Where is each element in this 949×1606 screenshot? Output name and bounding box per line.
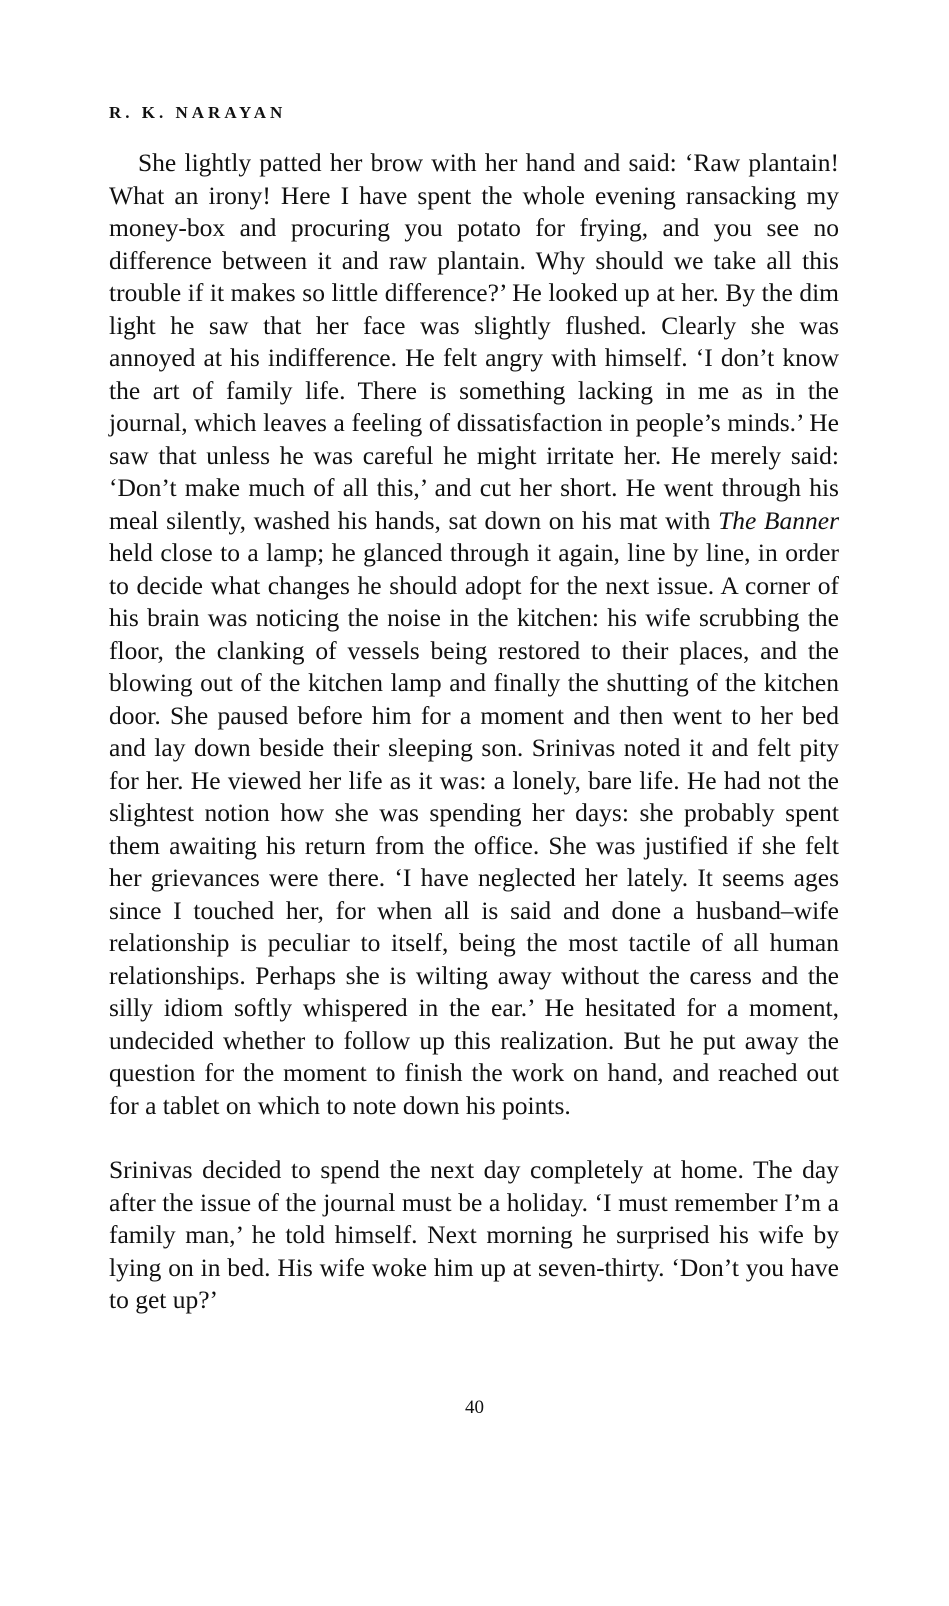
paragraph-1 xyxy=(109,147,839,1122)
journal-title: The Banner xyxy=(718,505,839,535)
running-head: R. K. NARAYAN xyxy=(109,103,287,122)
paragraph-2: Srinivas decided to spend the next day completely at home. The day after the issue of the journal must be a holiday. ‘I must remember I’m a family man,’ he told himself. Next morning he surprised his wife by lying on in bed. His wife woke him up at seven-thirty. ‘Don’t you have to get up?’ xyxy=(109,1155,839,1314)
paragraph-1-before: She lightly patted her brow with her hand and said: ‘Raw plantain! What an irony! Here I have spent the whole evening ransacking my money-box and procuring you potato for frying, and you see no difference between it and raw plantain. Why should we take all this trouble if it makes so little difference?’ He looked up at her. By the dim light he saw that her face was slightly flushed. Clearly she was annoyed at his indifference. He felt angry with himself. ‘I don’t know the art of family life. There is something lacking in me as in the journal, which leaves a feeling of dissatisfaction in people’s minds.’ He saw that unless he was careful he might irritate her. He merely said: ‘Don’t make much of all this,’ and cut her short. He went through his meal silently, washed his hands, sat down on his mat with xyxy=(109,148,839,535)
page-number: 40 xyxy=(465,1397,484,1418)
body-text xyxy=(109,147,839,1317)
paragraph-1-after: held close to a lamp; he glanced through it again, line by line, in order to decide what changes he should adopt for the next issue. A corner of his brain was noticing the noise in the kitchen: his wife scrubbing the floor, the clanking of vessels being restored to their places, and the blowing out of the kitchen lamp and finally the shutting of the kitchen door. She paused before him for a moment and then went to her bed and lay down beside their sleeping son. Srinivas noted it and felt pity for her. He viewed her life as it was: a lonely, bare life. He had not the slightest notion how she was spending her days: she probably spent them awaiting his return from the office. She was justified if she felt her grievances were there. ‘I have neglected her lately. It seems ages since I touched her, for when all is said and done a husband–wife relationship is peculiar to itself, being the most tactile of all human relationships. Perhaps she is wilting away without the caress and the silly idiom softly whispered in the ear.’ He hesitated for a moment, undecided whether to follow up this realization. But he put away the question for the moment to finish the work on hand, and reached out for a tablet on which to note down his points. xyxy=(109,538,839,1120)
